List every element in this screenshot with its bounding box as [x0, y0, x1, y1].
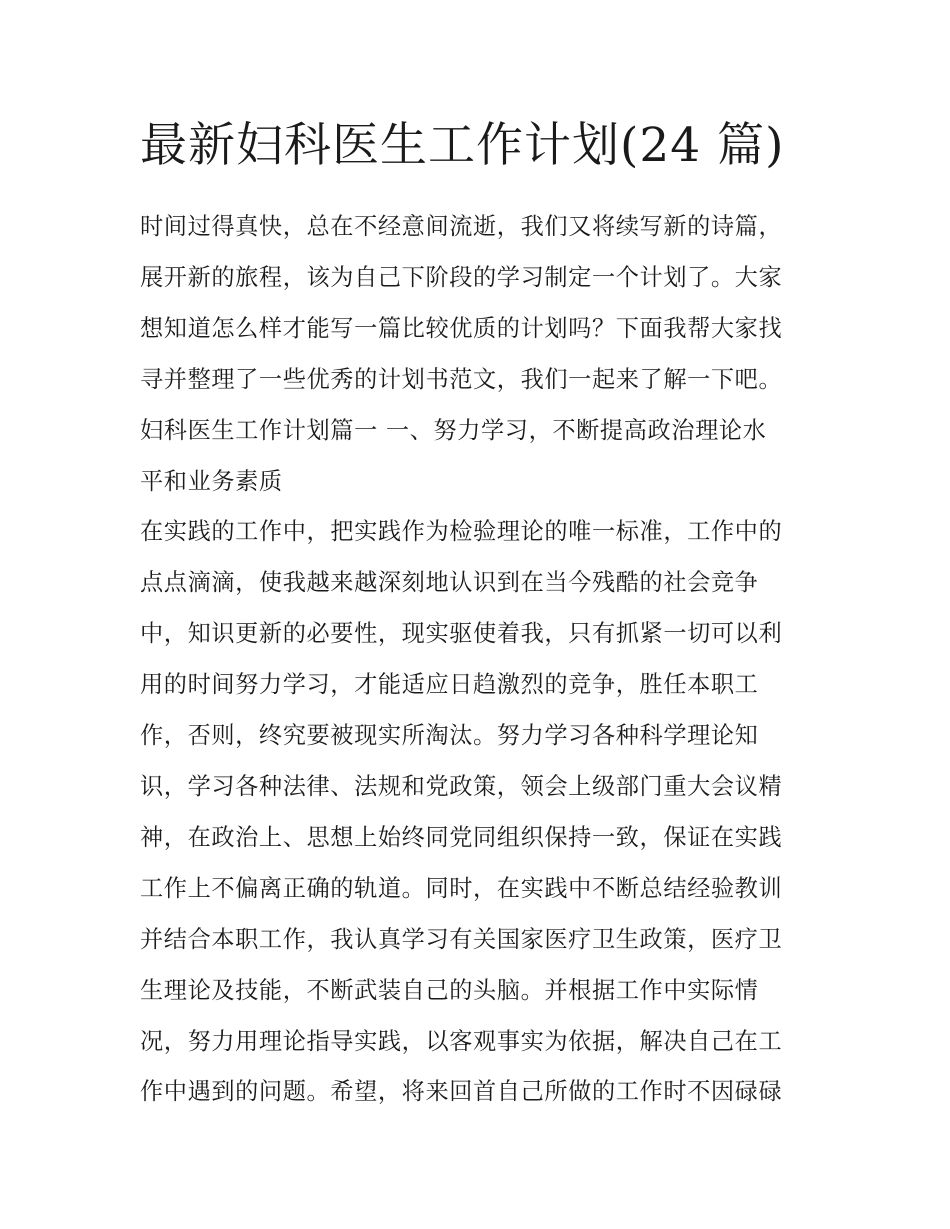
body-line-11: 作，否则，终究要被现实所淘汰。努力学习各种科学理论知: [140, 722, 759, 750]
body-line-12: 识，学习各种法律、法规和党政策，领会上级部门重大会议精: [140, 772, 783, 800]
document-title: 最新妇科医生工作计划(24 篇): [140, 118, 785, 173]
body-line-15: 并结合本职工作，我认真学习有关国家医疗卫生政策，医疗卫: [140, 925, 783, 953]
body-line-3: 想知道怎么样才能写一篇比较优质的计划吗？下面我帮大家找: [140, 314, 783, 342]
body-line-7: 在实践的工作中，把实践作为检验理论的唯一标准，工作中的: [140, 518, 783, 546]
body-line-18: 作中遇到的问题。希望，将来回首自己所做的工作时不因碌碌: [140, 1078, 783, 1106]
section-heading-line-2: 平和业务素质: [140, 467, 283, 495]
body-line-14: 工作上不偏离正确的轨道。同时，在实践中不断总结经验教训: [140, 874, 783, 902]
document-page: [140, 112, 820, 1118]
body-line-2: 展开新的旅程，该为自己下阶段的学习制定一个计划了。大家: [140, 263, 783, 291]
body-line-13: 神，在政治上、思想上始终同党同组织保持一致，保证在实践: [140, 823, 783, 851]
section-heading-line-1: 妇科医生工作计划篇一 一、努力学习，不断提高政治理论水: [140, 416, 767, 444]
body-line-8: 点点滴滴，使我越来越深刻地认识到在当今残酷的社会竞争: [140, 569, 759, 597]
body-line-16: 生理论及技能，不断武装自己的头脑。并根据工作中实际情: [140, 976, 759, 1004]
document-body: [140, 202, 820, 1118]
body-line-10: 用的时间努力学习，才能适应日趋激烈的竞争，胜任本职工: [140, 671, 759, 699]
body-line-17: 况，努力用理论指导实践，以客观事实为依据，解决自己在工: [140, 1027, 783, 1055]
body-line-9: 中，知识更新的必要性，现实驱使着我，只有抓紧一切可以利: [140, 620, 783, 648]
body-line-1: 时间过得真快，总在不经意间流逝，我们又将续写新的诗篇，: [140, 213, 783, 240]
body-line-4: 寻并整理了一些优秀的计划书范文，我们一起来了解一下吧。: [140, 365, 783, 393]
